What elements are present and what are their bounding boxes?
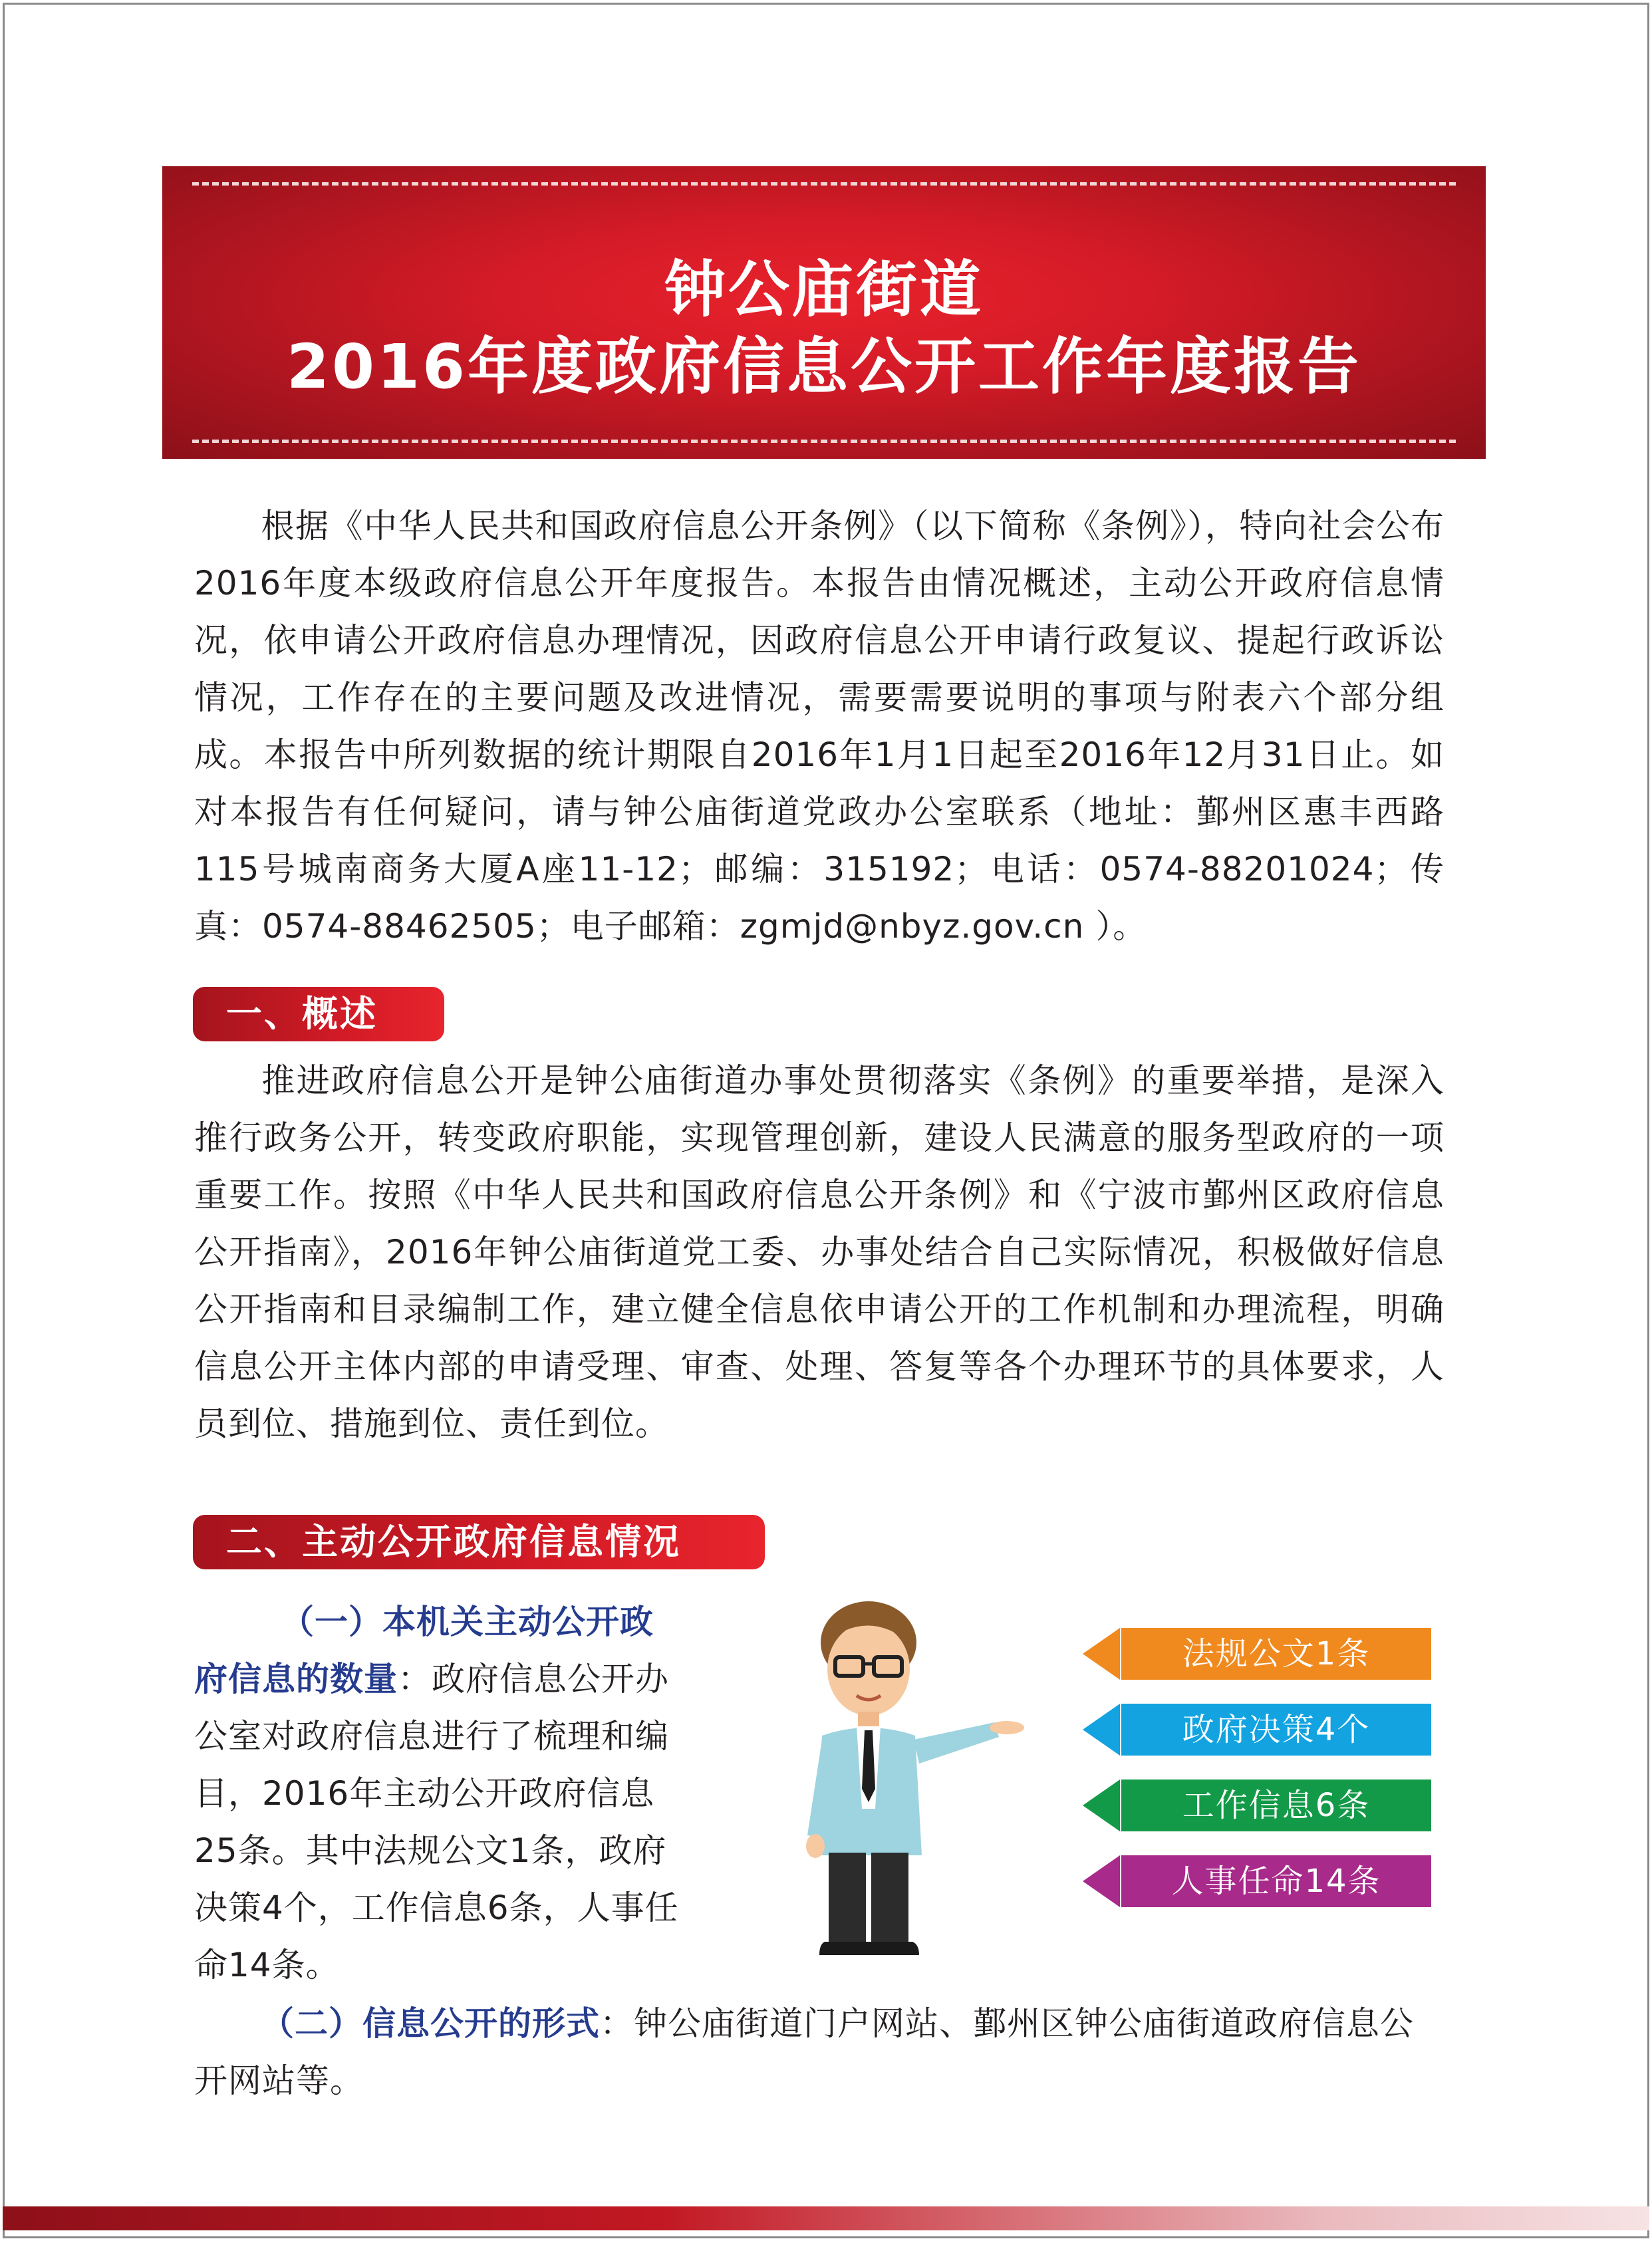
stat-label: 工作信息6条 [1121, 1780, 1431, 1831]
stat-label: 政府决策4个 [1121, 1704, 1431, 1756]
subsection-2-text: ：钟公庙街道门户网站、鄞州区钟公庙街道政府信息公开网站等。 [194, 2004, 1414, 2100]
banner-dash-top [192, 182, 1456, 186]
subsection-1-title: （一）本机关主动公开政府信息的数量 [194, 1603, 654, 1698]
subsection-2-title: （二）信息公开的形式 [261, 2004, 600, 2043]
title-line-2: 2016年度政府信息公开工作年度报告 [286, 331, 1362, 402]
overview-text: 推进政府信息公开是钟公庙街道办事处贯彻落实《条例》的重要举措，是深入推行政务公开，转变政府职能，实现管理创新，建设人民满意的服务型政府的一项重要工作。按照《中华人民共和国政府信息公开条例》和《宁波市鄞州区政府信息公开指南》，2016年钟公庙街道党工委、办事处结合自己实际情况，积极做好信息公开指南和目录编制工作，建立健全信息依申请公开的工作机制和办理流程，明确信息公开主体内部的申请受理、审查、处理、答复等各个办理环节的具体要求，人员到位、措施到位、责任到位。 [194, 1061, 1445, 1443]
intro-text: 根据《中华人民共和国政府信息公开条例》（以下简称《条例》），特向社会公布2016年度本级政府信息公开年度报告。本报告由情况概述，主动公开政府信息情况，依申请公开政府信息办理情况，因政府信息公开申请行政复议、提起行政诉讼情况，工作存在的主要问题及改进情况，需要需要说明的事项与附表六个部分组成。本报告中所列数据的统计期限自2016年1月1日起至2016年12月31日止。如对本报告有任何疑问，请与钟公庙街道党政办公室联系（地址：鄞州区惠丰西路115号城南商务大厦A座11-12；邮编：315192；电话：0574-88201024；传真：0574-88462505；电子邮箱：zgmjd@nbyz.gov.cn ）。 [194, 507, 1445, 946]
subsection-1-text: ：政府信息公开办公室对政府信息进行了梳理和编目，2016年主动公开政府信息25条。其中法规公文1条，政府决策4个，工作信息6条，人事任命14条。 [194, 1660, 679, 1984]
overview-paragraph [194, 1052, 1445, 1452]
arrow-left-icon [1083, 1780, 1120, 1831]
arrow-left-icon [1083, 1628, 1120, 1680]
title-banner [162, 166, 1486, 459]
section-heading-overview: 一、概述 [193, 987, 444, 1041]
title-line-1: 钟公庙街道 [664, 254, 984, 325]
subsection-disclosure-forms [194, 1995, 1445, 2109]
subsection-disclosure-count [194, 1593, 686, 1994]
arrow-left-icon [1083, 1704, 1120, 1756]
stat-label: 人事任命14条 [1121, 1855, 1431, 1907]
intro-paragraph [194, 497, 1445, 955]
section-heading-active-disclosure: 二、主动公开政府信息情况 [193, 1515, 765, 1569]
presenter-illustration-icon [795, 1589, 1075, 1962]
arrow-left-icon [1083, 1855, 1120, 1907]
footer-bar [3, 2206, 1649, 2230]
stat-label: 法规公文1条 [1121, 1628, 1431, 1680]
banner-dash-bottom [192, 440, 1456, 443]
